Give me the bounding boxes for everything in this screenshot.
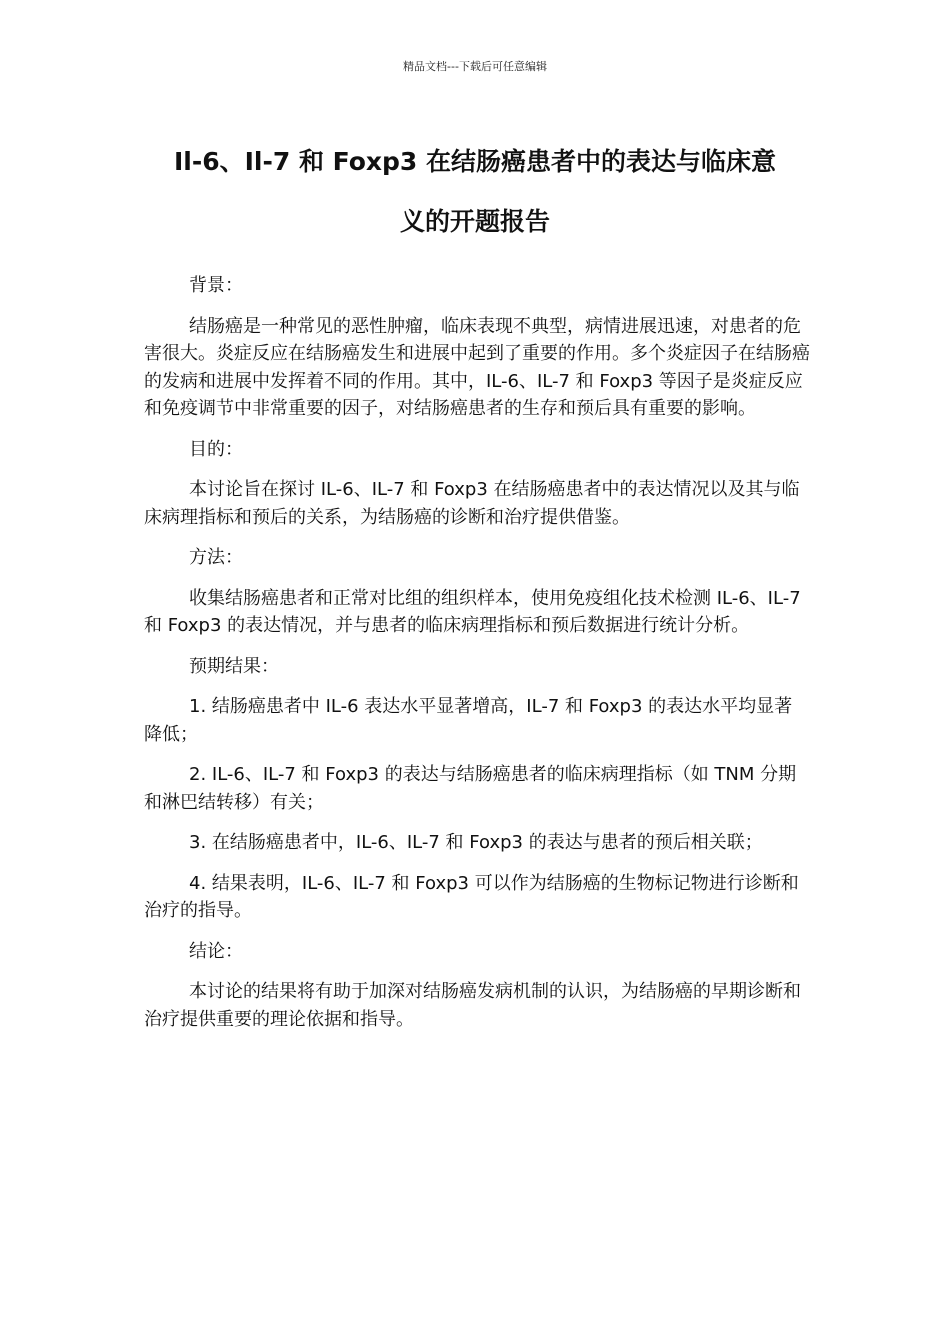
aim-heading: 目的： xyxy=(189,438,243,460)
method-heading: 方法： xyxy=(189,547,243,568)
header-note: 精品文档---下载后可任意编辑 xyxy=(403,60,547,73)
expected-results-heading: 预期结果： xyxy=(189,655,279,677)
conclusion-heading: 结论： xyxy=(189,940,243,962)
expected-result-item-2: 2. IL-6、IL-7 和 Foxp3 的表达与结肠癌患者的临床病理指标（如 TNM 分期和淋巴结转移）有关； xyxy=(144,764,797,813)
title-line-1: Il-6、Il-7 和 Foxp3 在结肠癌患者中的表达与临床意 xyxy=(173,147,777,176)
background-heading: 背景： xyxy=(189,275,243,296)
expected-result-item-3: 3. 在结肠癌患者中，IL-6、IL-7 和 Foxp3 的表达与患者的预后相关联； xyxy=(189,832,763,853)
expected-result-item-4: 4. 结果表明，IL-6、IL-7 和 Foxp3 可以作为结肠癌的生物标记物进行诊断和治疗的指导。 xyxy=(144,872,799,921)
background-paragraph: 结肠癌是一种常见的恶性肿瘤，临床表现不典型，病情进展迅速，对患者的危害很大。炎症反应在结肠癌发生和进展中起到了重要的作用。多个炎症因子在结肠癌的发病和进展中发挥着不同的作用。其中，IL-6、IL-7 和 Foxp3 等因子是炎症反应和免疫调节中非常重要的因子，对结肠癌患者的生存和预后具有重要的影响。 xyxy=(144,315,810,419)
document-title xyxy=(130,132,820,252)
title-line-2: 义的开题报告 xyxy=(399,207,550,236)
conclusion-paragraph: 本讨论的结果将有助于加深对结肠癌发病机制的认识，为结肠癌的早期诊断和治疗提供重要的理论依据和指导。 xyxy=(144,981,801,1030)
document-body xyxy=(144,272,810,1046)
method-paragraph: 收集结肠癌患者和正常对比组的组织样本，使用免疫组化技术检测 IL-6、IL-7 和 Foxp3 的表达情况，并与患者的临床病理指标和预后数据进行统计分析。 xyxy=(144,587,801,636)
expected-result-item-1: 1. 结肠癌患者中 IL-6 表达水平显著增高，IL-7 和 Foxp3 的表达水平均显著降低； xyxy=(144,696,793,745)
aim-paragraph: 本讨论旨在探讨 IL-6、IL-7 和 Foxp3 在结肠癌患者中的表达情况以及其与临床病理指标和预后的关系，为结肠癌的诊断和治疗提供借鉴。 xyxy=(144,479,800,528)
